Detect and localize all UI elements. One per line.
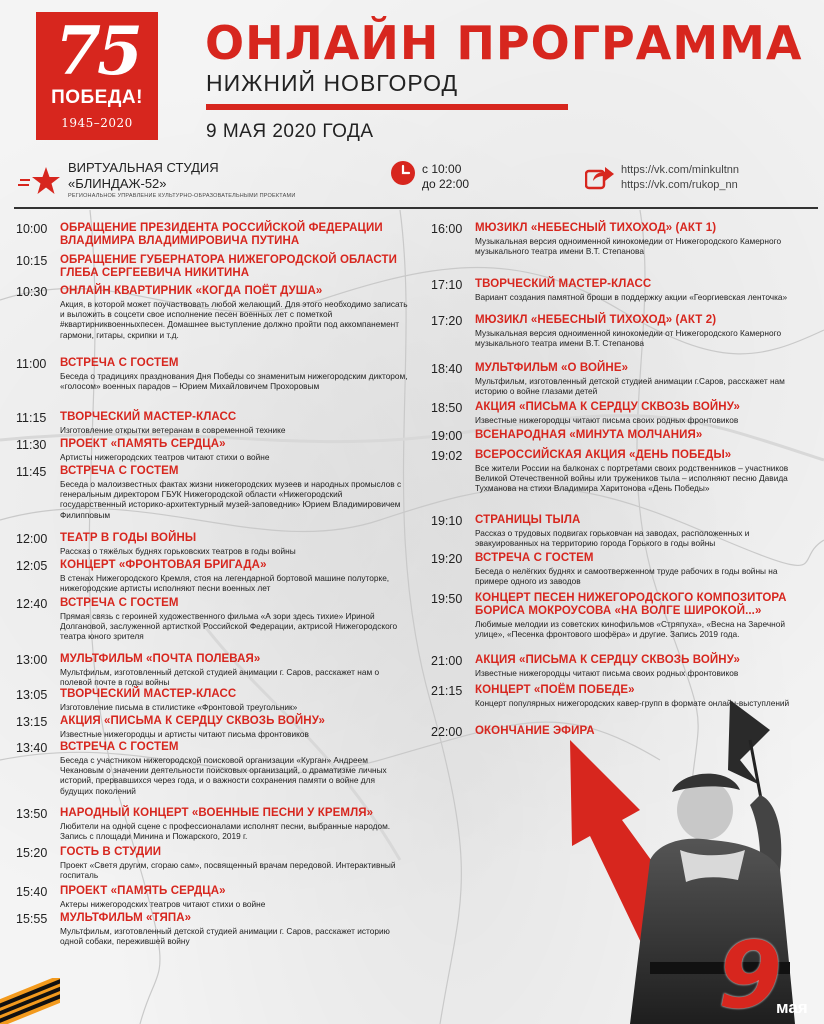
schedule-time: 11:45	[16, 465, 47, 479]
victory-75-logo	[36, 12, 158, 140]
schedule-title: ВСТРЕЧА С ГОСТЕМ	[60, 357, 179, 369]
schedule-time: 12:05	[16, 559, 48, 573]
schedule-time: 10:00	[16, 222, 48, 236]
schedule-item	[431, 429, 791, 443]
schedule-body	[60, 688, 408, 712]
badge-month: мая	[776, 998, 808, 1017]
schedule-description: Известные нижегородцы читают письма своих родных фронтовиков	[475, 415, 739, 425]
schedule-description: Известные нижегородцы и артисты читают письма фронтовиков	[60, 729, 309, 739]
schedule-body	[60, 846, 408, 880]
schedule-description: Мультфильм, изготовленный детской студией анимации г. Саров, расскажет нам о полевой почте в годы войны	[60, 667, 380, 688]
studio-name	[68, 160, 219, 192]
st-george-ribbon	[0, 978, 60, 1024]
schedule-description: Артисты нижегородских театров читают стихи о войне	[60, 452, 270, 462]
schedule-body	[475, 401, 791, 425]
schedule-description: Музыкальная версия одноименной кинокомедии от Нижегородского Камерного музыкального театра имени В.Т. Степанова	[475, 328, 782, 349]
schedule-description: Изготовление письма в стилистике «Фронтовой треугольник»	[60, 702, 298, 712]
schedule-title: КОНЦЕРТ «ФРОНТОВАЯ БРИГАДА»	[60, 559, 267, 571]
schedule-time: 12:40	[16, 597, 48, 611]
schedule-time: 12:00	[16, 532, 48, 546]
share-icon	[585, 164, 615, 190]
schedule-title: АКЦИЯ «ПИСЬМА К СЕРДЦУ СКВОЗЬ ВОЙНУ»	[475, 401, 741, 413]
schedule-body	[60, 465, 408, 520]
schedule-description: Известные нижегородцы читают письма своих родных фронтовиков	[475, 668, 739, 678]
schedule-description: Проект «Светя другим, сгораю сам», посвященный врачам передовой. Интерактивный госпиталь	[60, 860, 396, 881]
schedule-description: Концерт популярных нижегородских кавер-групп в формате онлайн-выступлений	[475, 698, 790, 708]
schedule-body	[60, 254, 408, 280]
schedule-description: Актеры нижегородских театров читают стихи о войне	[60, 899, 266, 909]
schedule-item	[16, 597, 408, 642]
schedule-body	[60, 597, 408, 642]
schedule-time: 18:50	[431, 401, 463, 415]
schedule-time: 13:00	[16, 653, 48, 667]
schedule-title: ГОСТЬ В СТУДИИ	[60, 846, 162, 858]
schedule-time: 11:30	[16, 438, 47, 452]
schedule-body	[60, 532, 408, 556]
schedule-body	[60, 912, 408, 946]
schedule-item	[16, 357, 408, 391]
schedule-item	[16, 532, 408, 556]
schedule-description: Рассказ о трудовых подвигах горьковчан на заводах, расположенных и эвакуированных на территорию города Горького в годы войны	[475, 528, 750, 549]
schedule-item	[431, 449, 791, 494]
schedule-title: ТЕАТР В ГОДЫ ВОЙНЫ	[60, 532, 197, 544]
schedule-body	[60, 411, 408, 435]
schedule-description: Беседа о традициях празднования Дня Победы со знаменитым нижегородским диктором, «голосом» военных парадов – Юрием Михайловичем Прохоровым	[60, 371, 408, 392]
schedule-time: 17:20	[431, 314, 463, 328]
schedule-description: В стенах Нижегородского Кремля, стоя на легендарной бортовой машине полуторке, нижегородские артисты исполняют песни военных лет	[60, 573, 390, 594]
schedule-title: СТРАНИЦЫ ТЫЛА	[475, 514, 581, 526]
schedule-body	[60, 715, 408, 739]
schedule-item	[16, 438, 408, 462]
schedule-time: 19:02	[431, 449, 463, 463]
schedule-item	[16, 465, 408, 520]
schedule-item	[431, 401, 791, 425]
schedule-item	[431, 514, 791, 548]
schedule-body	[475, 592, 791, 639]
schedule-title: КОНЦЕРТ «ПОЁМ ПОБЕДЕ»	[475, 684, 635, 696]
schedule-title: ВСЕРОССИЙСКАЯ АКЦИЯ «ДЕНЬ ПОБЕДЫ»	[475, 449, 732, 461]
logo-number: 75	[55, 12, 139, 90]
social-links	[621, 163, 739, 193]
schedule-body	[475, 222, 791, 256]
schedule-time: 18:40	[431, 362, 463, 376]
schedule-body	[60, 357, 408, 391]
schedule-description: Музыкальная версия одноименной кинокомедии от Нижегородского Камерного музыкального театра имени В.Т. Степанова	[475, 236, 782, 257]
schedule-time: 10:15	[16, 254, 48, 268]
schedule-body	[475, 654, 791, 678]
schedule-body	[60, 222, 408, 248]
schedule-time: 22:00	[431, 725, 463, 739]
schedule-item	[431, 314, 791, 348]
schedule-item	[16, 912, 408, 946]
header-divider	[14, 207, 818, 209]
schedule-body	[475, 278, 791, 302]
time-to: до 22:00	[422, 177, 470, 191]
schedule-title: ВСЕНАРОДНАЯ «МИНУТА МОЛЧАНИЯ»	[475, 429, 703, 441]
schedule-time: 15:40	[16, 885, 48, 899]
schedule-title: ОБРАЩЕНИЕ ГУБЕРНАТОРА НИЖЕГОРОДСКОЙ ОБЛАСТИ ГЛЕБА СЕРГЕЕВИЧА НИКИТИНА	[60, 254, 397, 279]
schedule-time: 11:00	[16, 357, 47, 371]
schedule-item	[431, 654, 791, 678]
vk-link-minkult[interactable]: https://vk.com/minkultnn	[621, 164, 739, 176]
schedule-title: ОБРАЩЕНИЕ ПРЕЗИДЕНТА РОССИЙСКОЙ ФЕДЕРАЦИИ ВЛАДИМИРА ВЛАДИМИРОВИЧА ПУТИНА	[60, 222, 383, 247]
schedule-title: КОНЦЕРТ ПЕСЕН НИЖЕГОРОДСКОГО КОМПОЗИТОРА БОРИСА МОКРОУСОВА «НА ВОЛГЕ ШИРОКОЙ...»	[475, 592, 787, 617]
logo-word: ПОБЕДА!	[51, 87, 143, 108]
schedule-description: Любимые мелодии из советских кинофильмов «Стряпуха», «Весна на Заречной улице», «Песенка фронтового шофёра» и другие. Запись 2019 года.	[475, 619, 786, 640]
schedule-title: ОКОНЧАНИЕ ЭФИРА	[475, 725, 595, 737]
schedule-item	[16, 807, 408, 841]
schedule-time: 19:50	[431, 592, 463, 606]
schedule-item	[16, 559, 408, 593]
schedule-description: Мультфильм, изготовленный детской студией анимации г. Саров, расскажет историю одной собаки, пережившей войну	[60, 926, 390, 947]
schedule-time: 15:55	[16, 912, 48, 926]
schedule-body	[475, 449, 791, 494]
schedule-body	[475, 429, 791, 443]
studio-name-line1: ВИРТУАЛЬНАЯ СТУДИЯ	[68, 160, 219, 175]
schedule-description: Прямая связь с героиней художественного фильма «А зори здесь тихие» Ириной Долгановой, заслуженной артисткой Российской Федерации, актрисой Нижегородского театра юного зрителя	[60, 611, 398, 642]
schedule-title: АКЦИЯ «ПИСЬМА К СЕРДЦУ СКВОЗЬ ВОЙНУ»	[60, 715, 326, 727]
schedule-description: Беседа о нелёгких буднях и самоотверженном труде рабочих в годы войны на примере одного из заводов	[475, 566, 778, 587]
badge-number: 9	[718, 922, 783, 1024]
schedule-item	[16, 222, 408, 248]
schedule-item	[16, 411, 408, 435]
schedule-body	[475, 552, 791, 586]
schedule-time: 13:05	[16, 688, 48, 702]
title-underline	[206, 104, 568, 110]
schedule-time: 16:00	[431, 222, 463, 236]
schedule-description: Беседа с участником нижегородской поисковой организации «Курган» Андреем Чекановым о значении деятельности поисковых организаций, о драматизме личных историй, прервавшихся через года, и о важности сохранения памяти о войне для будущих поколений	[60, 755, 387, 796]
logo-years: 1945–2020	[61, 116, 133, 130]
schedule-description: Любители на одной сцене с профессионалами исполнят песни, выбранные народом. Запись с площади Минина и Пожарского, 2019 г.	[60, 821, 391, 842]
schedule-item	[16, 285, 408, 340]
clock-icon	[390, 160, 416, 186]
schedule-time: 19:00	[431, 429, 463, 443]
schedule-item	[431, 278, 791, 302]
schedule-item	[16, 715, 408, 739]
broadcast-time	[422, 162, 469, 192]
schedule-time: 19:20	[431, 552, 463, 566]
schedule-title: ВСТРЕЧА С ГОСТЕМ	[60, 741, 179, 753]
schedule-title: ОНЛАЙН КВАРТИРНИК «КОГДА ПОЁТ ДУША»	[60, 285, 323, 297]
schedule-time: 21:00	[431, 654, 463, 668]
schedule-description: Мультфильм, изготовленный детской студией анимации г.Саров, расскажет нам историю о войне глазами детей	[475, 376, 785, 397]
schedule-body	[60, 653, 408, 687]
event-date: 9 МАЯ 2020 ГОДА	[206, 121, 374, 142]
schedule-body	[60, 807, 408, 841]
schedule-description: Все жители России на балконах с портретами своих родственников – участников Великой Отечественной войны или тружеников тыла – исполняют песню Давида Тухманова на стихи Владимира Харитонова «День Победы»	[475, 463, 789, 494]
schedule-time: 19:10	[431, 514, 463, 528]
schedule-title: ВСТРЕЧА С ГОСТЕМ	[475, 552, 594, 564]
schedule-time: 15:20	[16, 846, 48, 860]
schedule-item	[16, 885, 408, 909]
schedule-description: Рассказ о тяжёлых буднях горьковских театров в годы войны	[60, 546, 296, 556]
red-star-icon	[18, 166, 60, 198]
time-from: с 10:00	[422, 162, 462, 176]
schedule-title: ТВОРЧЕСКИЙ МАСТЕР-КЛАСС	[60, 688, 237, 700]
schedule-title: МУЛЬТФИЛЬМ «О ВОЙНЕ»	[475, 362, 629, 374]
schedule-title: МЮЗИКЛ «НЕБЕСНЫЙ ТИХОХОД» (АКТ 2)	[475, 314, 717, 326]
schedule-title: ПРОЕКТ «ПАМЯТЬ СЕРДЦА»	[60, 885, 226, 897]
studio-subtitle: РЕГИОНАЛЬНОЕ УПРАВЛЕНИЕ КУЛЬТУРНО-ОБРАЗОВАТЕЛЬНЫМИ ПРОЕКТАМИ	[68, 193, 296, 199]
schedule-time: 10:30	[16, 285, 48, 299]
schedule-title: ВСТРЕЧА С ГОСТЕМ	[60, 465, 179, 477]
schedule-item	[16, 653, 408, 687]
schedule-body	[60, 285, 408, 340]
schedule-description: Акция, в которой может поучаствовать любой желающий. Для этого необходимо записать и выложить в соцсети свое исполнение песен военных лет с пометкой #квартирниквоенныхпесен. Домашнее выступление должно пройти под аккомпанемент гармони, гитары, скрипки и т.д.	[60, 299, 408, 340]
schedule-description: Вариант создания памятной броши в поддержку акции «Георгиевская ленточка»	[475, 292, 788, 302]
schedule-description: Изготовление открытки ветеранам в современной технике	[60, 425, 286, 435]
soldier-girl-photo	[610, 700, 824, 1024]
schedule-title: ТВОРЧЕСКИЙ МАСТЕР-КЛАСС	[60, 411, 237, 423]
schedule-time: 13:40	[16, 741, 48, 755]
schedule-body	[475, 514, 791, 548]
schedule-description: Беседа о малоизвестных фактах жизни нижегородских музеев и народных промыслов с генеральным директором ГБУК Нижегородской области «Нижегородский государственный историко-архитектурный музей-заповедник» Юрием Владимировичем Филипповым	[60, 479, 402, 520]
schedule-item	[16, 846, 408, 880]
schedule-time: 21:15	[431, 684, 463, 698]
schedule-title: МУЛЬТФИЛЬМ «ТЯПА»	[60, 912, 192, 924]
schedule-body	[475, 362, 791, 396]
schedule-time: 11:15	[16, 411, 47, 425]
schedule-time: 17:10	[431, 278, 463, 292]
schedule-title: АКЦИЯ «ПИСЬМА К СЕРДЦУ СКВОЗЬ ВОЙНУ»	[475, 654, 741, 666]
schedule-title: ВСТРЕЧА С ГОСТЕМ	[60, 597, 179, 609]
schedule-item	[431, 552, 791, 586]
studio-name-line2: «БЛИНДАЖ-52»	[68, 176, 167, 191]
schedule-item	[431, 592, 791, 639]
schedule-title: МУЛЬТФИЛЬМ «ПОЧТА ПОЛЕВАЯ»	[60, 653, 261, 665]
schedule-body	[60, 885, 408, 909]
schedule-body	[60, 438, 408, 462]
schedule-title: НАРОДНЫЙ КОНЦЕРТ «ВОЕННЫЕ ПЕСНИ У КРЕМЛЯ»	[60, 807, 374, 819]
schedule-title: МЮЗИКЛ «НЕБЕСНЫЙ ТИХОХОД» (АКТ 1)	[475, 222, 717, 234]
schedule-time: 13:50	[16, 807, 48, 821]
schedule-title: ПРОЕКТ «ПАМЯТЬ СЕРДЦА»	[60, 438, 226, 450]
schedule-body	[60, 559, 408, 593]
vk-link-rukop[interactable]: https://vk.com/rukop_nn	[621, 179, 738, 191]
schedule-item	[431, 222, 791, 256]
schedule-title: ТВОРЧЕСКИЙ МАСТЕР-КЛАСС	[475, 278, 652, 290]
page-title: ОНЛАЙН ПРОГРАММА	[205, 16, 803, 70]
schedule-item	[16, 688, 408, 712]
schedule-body	[60, 741, 408, 796]
schedule-body	[475, 314, 791, 348]
schedule-item	[16, 254, 408, 280]
schedule-time: 13:15	[16, 715, 48, 729]
schedule-item	[431, 362, 791, 396]
city-name: НИЖНИЙ НОВГОРОД	[206, 70, 459, 96]
schedule-item	[16, 741, 408, 796]
